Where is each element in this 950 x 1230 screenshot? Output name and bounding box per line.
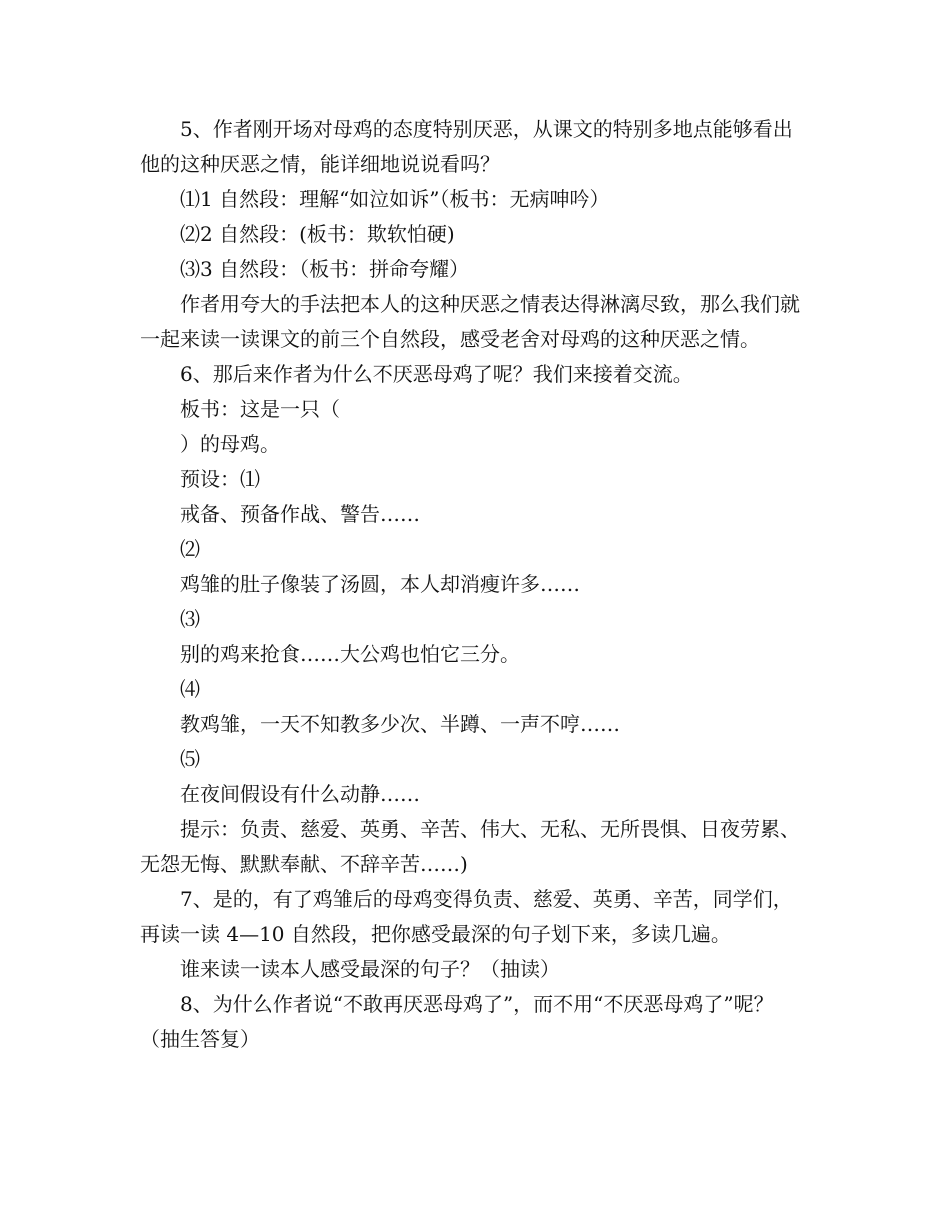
- preset-4-label: ⑷: [180, 677, 200, 701]
- preset-3-text: 别的鸡来抢食……大公鸡也怕它三分。: [180, 642, 520, 666]
- item-2: ⑵2 自然段：(板书：欺软怕硬): [180, 222, 455, 246]
- preset-1-text: 戒备、预备作战、警告……: [180, 502, 420, 526]
- paragraph-q5: 5、作者刚开场对母鸡的态度特别厌恶，从课文的特别多地点能够看出他的这种厌恶之情，能详细地说说看吗？: [140, 117, 793, 176]
- paragraph-q7: 7、是的，有了鸡雏后的母鸡变得负责、慈爱、英勇、辛苦，同学们，再读一读 4—10 自然段，把你感受最深的句子划下来，多读几遍。: [140, 887, 793, 946]
- paragraph-reading: 谁来读一读本人感受最深的句子？（抽读）: [180, 957, 560, 981]
- preset-5-text: 在夜间假设有什么动静……: [180, 782, 420, 806]
- preset-3-label: ⑶: [180, 607, 200, 631]
- board-line-1: 板书：这是一只（: [180, 397, 340, 421]
- item-3: ⑶3 自然段：（板书：拼命夸耀）: [180, 257, 470, 281]
- paragraph-hint: 提示：负责、慈爱、英勇、辛苦、伟大、无私、无所畏惧、日夜劳累、无怨无悔、默默奉献、不辞辛苦……): [140, 817, 800, 876]
- preset-5-label: ⑸: [180, 747, 200, 771]
- preset-1-label: 预设：⑴: [180, 467, 260, 491]
- preset-2-label: ⑵: [180, 537, 200, 561]
- paragraph-q8: 8、为什么作者说“不敢再厌恶母鸡了”，而不用“不厌恶母鸡了”呢？（抽生答复）: [140, 992, 774, 1051]
- item-1: ⑴1 自然段：理解“如泣如诉”（板书：无病呻吟）: [180, 187, 610, 211]
- paragraph-summary: 作者用夸大的手法把本人的这种厌恶之情表达得淋漓尽致，那么我们就一起来读一读课文的前三个自然段，感受老舍对母鸡的这种厌恶之情。: [140, 292, 800, 351]
- preset-2-text: 鸡雏的肚子像装了汤圆，本人却消瘦许多……: [180, 572, 580, 596]
- paragraph-q6: 6、那后来作者为什么不厌恶母鸡了呢？我们来接着交流。: [180, 362, 693, 386]
- board-line-2: ）的母鸡。: [180, 432, 280, 456]
- preset-4-text: 教鸡雏，一天不知教多少次、半蹲、一声不哼……: [180, 712, 620, 736]
- document-body: [140, 112, 812, 1057]
